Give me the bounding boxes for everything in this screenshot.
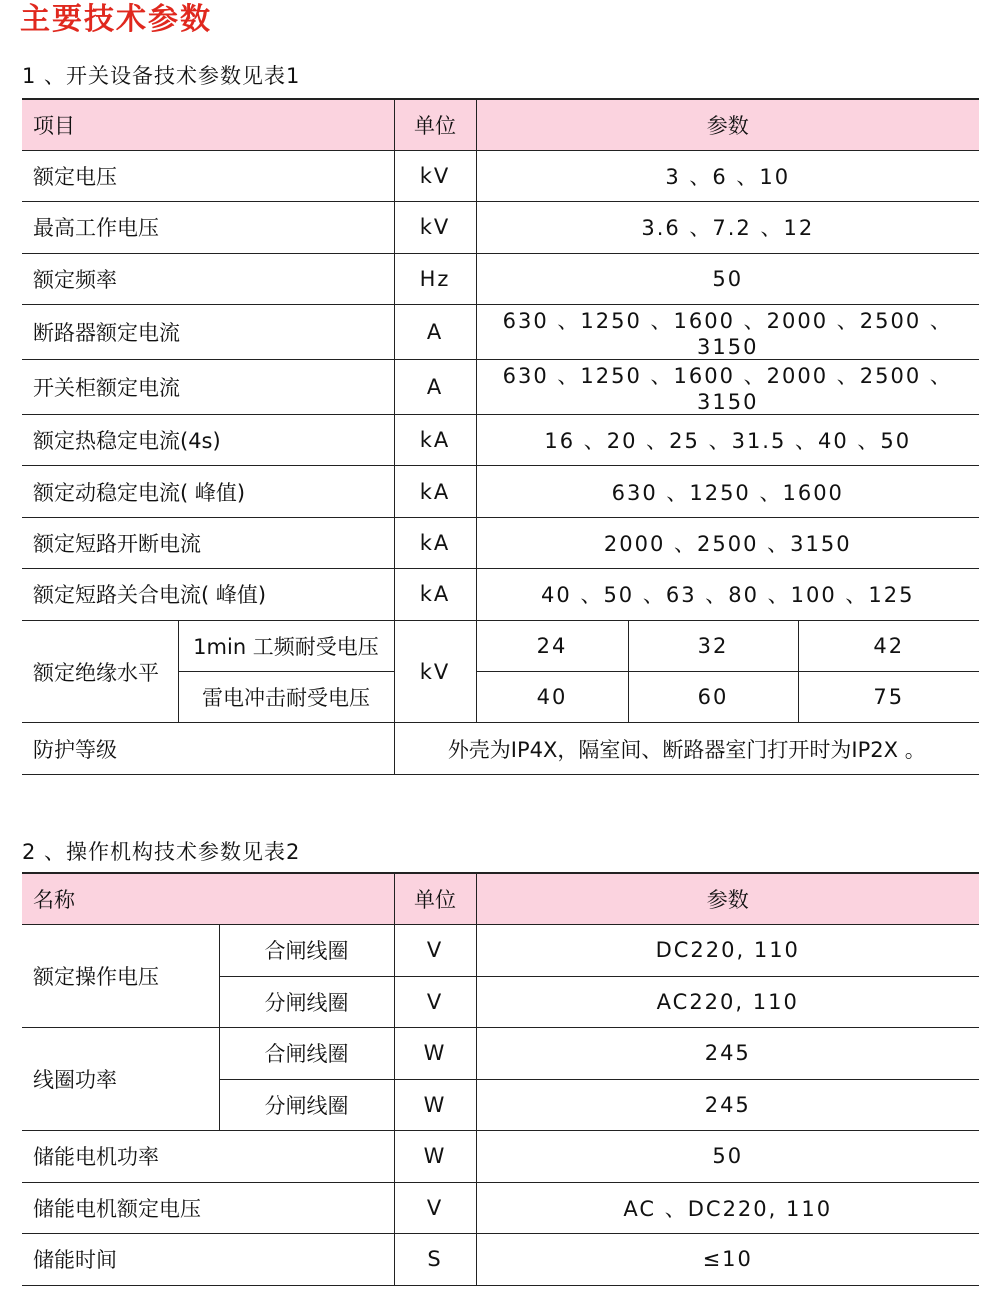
row-unit: Hz (394, 253, 476, 304)
row-unit: kV (394, 150, 476, 201)
voltage-name: 额定操作电压 (22, 925, 219, 1028)
section2-heading: 2 、操作机构技术参数见表2 (22, 840, 301, 864)
table-row (22, 466, 979, 517)
row-unit: S (394, 1234, 476, 1286)
row-value: 3 、6 、10 (476, 150, 979, 201)
row-value: 630 、1250 、1600 、2000 、2500 、3150 (476, 305, 979, 360)
table-row (22, 1182, 979, 1234)
row-name: 储能时间 (22, 1234, 394, 1286)
power-name: 线圈功率 (22, 1028, 219, 1131)
header-unit: 单位 (394, 873, 476, 925)
row-unit: kA (394, 517, 476, 568)
table-row (22, 569, 979, 620)
header-unit: 单位 (394, 99, 476, 150)
header-param: 参数 (476, 873, 979, 925)
row-name: 开关柜额定电流 (22, 360, 394, 415)
section1-heading: 1 、开关设备技术参数见表1 (22, 64, 301, 88)
row-name: 额定短路关合电流( 峰值) (22, 569, 394, 620)
row-unit: A (394, 360, 476, 415)
table-row (22, 517, 979, 568)
table-row (22, 360, 979, 415)
insulation-sub1-label: 1min 工频耐受电压 (178, 620, 394, 671)
insulation-sub1-v2: 32 (628, 620, 798, 671)
insulation-unit: kV (394, 620, 476, 723)
row-unit: kA (394, 569, 476, 620)
row-value: 50 (476, 1131, 979, 1183)
header-item: 项目 (22, 99, 394, 150)
row-name: 最高工作电压 (22, 202, 394, 253)
row-unit: V (394, 1182, 476, 1234)
power-open-unit: W (394, 1079, 476, 1131)
table-header-row (22, 873, 979, 925)
insulation-sub1-v1: 24 (476, 620, 628, 671)
table-row (22, 415, 979, 466)
row-name: 断路器额定电流 (22, 305, 394, 360)
row-value: 630 、1250 、1600 、2000 、2500 、3150 (476, 360, 979, 415)
table-row (22, 253, 979, 304)
table-row (22, 925, 979, 977)
table-row (22, 150, 979, 201)
row-name: 储能电机功率 (22, 1131, 394, 1183)
power-close-unit: W (394, 1028, 476, 1080)
row-value: 16 、20 、25 、31.5 、40 、50 (476, 415, 979, 466)
table-header-row (22, 99, 979, 150)
power-close-value: 245 (476, 1028, 979, 1080)
header-param: 参数 (476, 99, 979, 150)
insulation-sub2-v1: 40 (476, 672, 628, 723)
protection-value: 外壳为IP4X，隔室间、断路器室门打开时为IP2X 。 (394, 723, 979, 774)
insulation-name: 额定绝缘水平 (22, 620, 178, 723)
page-title: 主要技术参数 (20, 2, 212, 37)
insulation-sub2-label: 雷电冲击耐受电压 (178, 672, 394, 723)
row-unit: kA (394, 415, 476, 466)
table-row (22, 723, 979, 774)
table-row (22, 1028, 979, 1080)
row-unit: W (394, 1131, 476, 1183)
row-name: 额定热稳定电流(4s) (22, 415, 394, 466)
protection-name: 防护等级 (22, 723, 394, 774)
row-value: ≤10 (476, 1234, 979, 1286)
row-value: 2000 、2500 、3150 (476, 517, 979, 568)
row-value: 50 (476, 253, 979, 304)
row-value: 630 、1250 、1600 (476, 466, 979, 517)
row-name: 额定电压 (22, 150, 394, 201)
voltage-close-value: DC220, 110 (476, 925, 979, 977)
insulation-sub1-v3: 42 (798, 620, 979, 671)
mechanism-params-table (22, 872, 979, 1286)
row-name: 额定短路开断电流 (22, 517, 394, 568)
power-open-value: 245 (476, 1079, 979, 1131)
row-name: 额定动稳定电流( 峰值) (22, 466, 394, 517)
row-value: 40 、50 、63 、80 、100 、125 (476, 569, 979, 620)
power-open-label: 分闸线圈 (219, 1079, 394, 1131)
row-value: 3.6 、7.2 、12 (476, 202, 979, 253)
voltage-close-label: 合闸线圈 (219, 925, 394, 977)
table-row (22, 1131, 979, 1183)
row-unit: A (394, 305, 476, 360)
table-row (22, 305, 979, 360)
table-row (22, 1234, 979, 1286)
row-unit: kV (394, 202, 476, 253)
voltage-open-value: AC220, 110 (476, 976, 979, 1028)
row-name: 储能电机额定电压 (22, 1182, 394, 1234)
row-unit: kA (394, 466, 476, 517)
voltage-open-label: 分闸线圈 (219, 976, 394, 1028)
voltage-open-unit: V (394, 976, 476, 1028)
insulation-sub2-v3: 75 (798, 672, 979, 723)
row-name: 额定频率 (22, 253, 394, 304)
insulation-sub2-v2: 60 (628, 672, 798, 723)
power-close-label: 合闸线圈 (219, 1028, 394, 1080)
table-row (22, 202, 979, 253)
table-row (22, 620, 979, 671)
row-value: AC 、DC220, 110 (476, 1182, 979, 1234)
voltage-close-unit: V (394, 925, 476, 977)
header-item: 名称 (22, 873, 394, 925)
switchgear-params-table (22, 98, 979, 775)
